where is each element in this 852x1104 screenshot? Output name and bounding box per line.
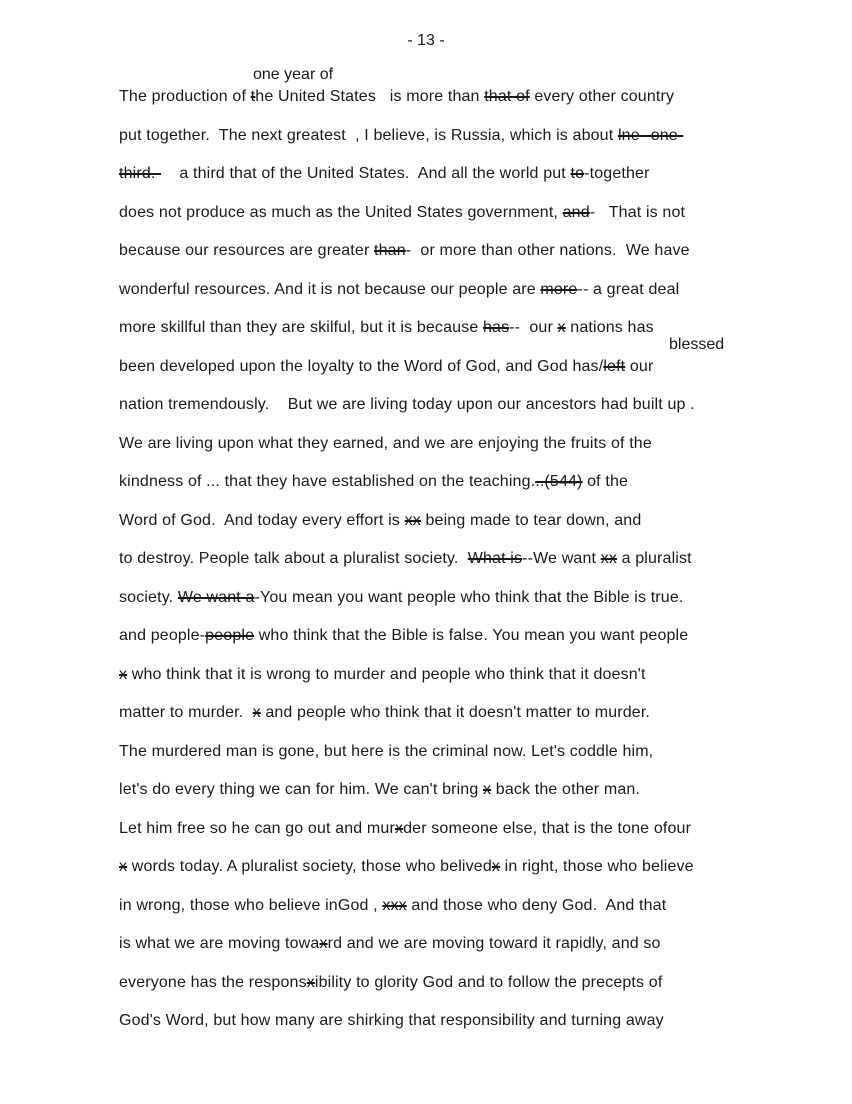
text-segment: -together — [584, 165, 650, 182]
text-line — [119, 1010, 695, 1049]
struck-text: lne--one- — [617, 126, 684, 144]
text-segment: everyone has the respons — [119, 973, 307, 991]
text-line — [119, 240, 695, 279]
text-line — [119, 856, 695, 895]
text-line — [119, 587, 695, 626]
text-line — [119, 972, 695, 1011]
text-segment: der someone else, that is the tone ofour — [403, 819, 692, 837]
struck-text: x — [119, 858, 128, 875]
text-segment: is what we are moving towa — [119, 935, 320, 952]
struck-text: xx — [600, 550, 618, 567]
text-segment: -- a great deal — [577, 280, 680, 298]
struck-text: x — [319, 935, 328, 952]
text-segment: in right, those who believe — [500, 858, 694, 875]
text-line — [119, 779, 695, 818]
text-line — [119, 163, 695, 202]
text-line — [119, 702, 695, 741]
text-segment: put together. The next greatest , I believe, is Russia, which is about — [119, 126, 618, 144]
text-segment: does not produce as much as the United States government, — [119, 203, 563, 221]
text-line — [119, 317, 695, 356]
text-segment: he United States is more than — [255, 88, 485, 105]
struck-text: x — [394, 819, 404, 837]
text-segment: matter to murder. — [119, 704, 253, 721]
handwritten-insertion: one year of — [253, 66, 334, 83]
text-line — [119, 356, 695, 395]
text-segment: - That is not — [589, 203, 686, 221]
text-segment: more skillful than they are skilful, but it is because — [119, 319, 483, 336]
struck-text: to — [570, 165, 585, 182]
text-line — [119, 279, 695, 318]
struck-text: left — [603, 357, 626, 375]
text-segment: and those who deny God. And that — [406, 896, 667, 914]
text-segment: back the other man. — [491, 781, 641, 798]
text-segment: ibility to glority God and to follow the precepts of — [314, 973, 663, 991]
document-body — [119, 86, 695, 1049]
text-line — [119, 818, 695, 857]
struck-text: x — [119, 665, 128, 683]
text-line — [119, 86, 695, 125]
text-line — [119, 510, 695, 549]
text-segment: rd and we are moving toward it rapidly, and so — [327, 935, 661, 952]
text-line — [119, 471, 695, 510]
struck-text: than — [374, 242, 406, 259]
struck-text: more — [540, 280, 578, 298]
text-line — [119, 548, 695, 587]
text-segment: kindness of ... that they have established on the teaching. — [119, 473, 536, 490]
page-number: - 13 - — [407, 32, 445, 49]
text-segment: wonderful resources. And it is not because our people are — [119, 280, 541, 298]
text-segment: We are living upon what they earned, and we are enjoying the fruits of the — [119, 434, 652, 452]
text-segment: who think that the Bible is false. You mean you want people — [254, 627, 689, 644]
text-line — [119, 125, 695, 164]
text-segment: being made to tear down, and — [420, 511, 642, 529]
text-segment: and people who think that it doesn't matter to murder. — [260, 704, 651, 721]
text-line — [119, 664, 695, 703]
text-segment: every other country — [529, 88, 675, 105]
struck-text: ..(544) — [535, 473, 583, 490]
struck-text: third.- — [119, 165, 161, 182]
text-segment: who think that it is wrong to murder and people who think that it doesn't — [127, 665, 646, 683]
text-segment: and people- — [119, 627, 206, 644]
struck-text: xx — [404, 511, 421, 529]
text-segment: our — [625, 357, 654, 375]
struck-text: and — [562, 203, 590, 221]
struck-text: has — [482, 319, 510, 336]
text-segment: been developed upon the loyalty to the Word of God, and God has/ — [119, 357, 604, 375]
text-segment: - or more than other nations. We have — [405, 242, 690, 259]
text-segment: a pluralist — [617, 550, 692, 567]
text-segment: -- our — [509, 319, 558, 336]
text-segment: let's do every thing we can for him. We can't bring — [119, 781, 484, 798]
text-line — [119, 741, 695, 780]
text-segment: a third that of the United States. And all the world put — [160, 165, 571, 182]
text-segment: nation tremendously. But we are living today upon our ancestors had built up . — [119, 396, 695, 413]
text-segment: -You mean you want people who think that the Bible is true. — [254, 588, 684, 606]
handwritten-insertion: blessed — [669, 336, 725, 353]
struck-text: t — [250, 88, 256, 105]
struck-text: What is — [467, 550, 523, 567]
struck-text: xxx — [382, 896, 407, 914]
text-segment: The murdered man is gone, but here is the criminal now. Let's coddle him, — [119, 742, 654, 760]
struck-text: that of — [484, 88, 530, 105]
text-segment: words today. A pluralist society, those who belived — [127, 858, 492, 875]
struck-text: x — [306, 973, 315, 991]
text-segment: to destroy. People talk about a pluralist society. — [119, 550, 468, 567]
struck-text: people — [205, 627, 255, 644]
text-line — [119, 433, 695, 472]
text-segment: Word of God. And today every effort is — [119, 511, 405, 529]
text-segment: in wrong, those who believe inGod , — [119, 896, 383, 914]
struck-text: x — [252, 704, 261, 721]
text-segment: God's Word, but how many are shirking that responsibility and turning away — [119, 1012, 664, 1029]
text-segment: --We want — [522, 550, 601, 567]
text-segment: The production of — [119, 88, 251, 105]
text-segment: of the — [582, 473, 629, 490]
struck-text: x — [557, 319, 566, 336]
text-line — [119, 625, 695, 664]
text-segment: because our resources are greater — [119, 242, 375, 259]
text-segment: nations has — [565, 319, 654, 336]
struck-text: x — [491, 858, 501, 875]
struck-text: We want a — [177, 588, 255, 606]
text-line — [119, 202, 695, 241]
text-line — [119, 933, 695, 972]
text-line — [119, 895, 695, 934]
text-line — [119, 394, 695, 433]
text-segment: society. — [119, 588, 178, 606]
text-segment: Let him free so he can go out and mur — [119, 819, 395, 837]
struck-text: x — [483, 781, 492, 798]
